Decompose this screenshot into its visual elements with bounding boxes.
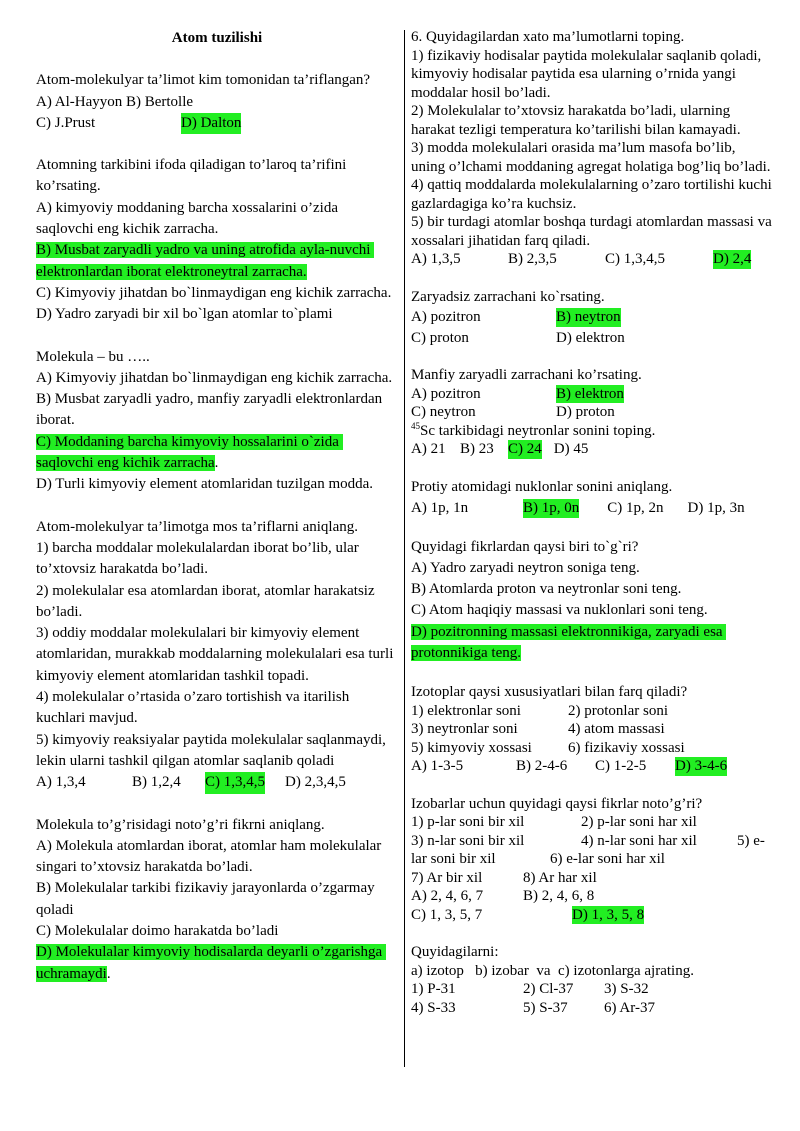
question-text: 6. Quyidagilardan xato ma’lumotlarni toping. <box>411 29 685 45</box>
answer-a: A) Yadro zaryadi neytron soniga teng. <box>411 559 640 576</box>
answer-a: A) pozitron <box>411 309 481 325</box>
answer-b: B) 2-4-6 <box>516 758 568 775</box>
question-text: Sc tarkibidagi neytronlar sonini toping. <box>420 422 656 439</box>
answer-d-correct: D) 1, 3, 5, 8 <box>572 906 645 923</box>
answer-a: A) 1-3-5 <box>411 758 464 775</box>
item-6: 6) Ar-37 <box>604 999 655 1016</box>
answer-d: D) proton <box>556 404 615 420</box>
item-4: 4) S-33 <box>411 999 456 1016</box>
question-text: Izobarlar uchun quyidagi qaysi fikrlar noto’g’ri? <box>411 795 703 812</box>
statement-2: 2) Molekulalar to’xtovsiz harakatda bo’ladi, ularning harakat tezligi temperatura ko’tarilishi bilan kamayadi. <box>411 103 741 138</box>
question-text: Quyidagi fikrlardan qaysi biri to`g`ri? <box>411 538 639 555</box>
statement-3: 3) n-lar soni bir xil <box>411 832 525 849</box>
answer-c: C) neytron <box>411 404 476 420</box>
answer-d-correct: D) 3-4-6 <box>675 758 728 775</box>
statement-1: 1) barcha moddalar molekulalardan iborat bo’lib, ular to’xtovsiz harakatda bo’ladi. <box>36 539 363 578</box>
answer-a: A) pozitron <box>411 385 481 402</box>
answer-b: B) Musbat zaryadli yadro, manfiy zaryadli elektronlardan iborat. <box>36 391 386 429</box>
statement-1: 1) p-lar soni bir xil <box>411 814 525 831</box>
answer-a: A) 2, 4, 6, 7 <box>411 888 484 905</box>
statement-6: 6) e-lar soni har xil <box>550 851 665 868</box>
answer-c-correct: C) Moddaning barcha kimyoviy hossalarini o`zida saqlovchi eng kichik zarracha <box>36 433 343 472</box>
answer-d-correct: D) Dalton <box>181 113 241 134</box>
answer-c: C) 1-2-5 <box>595 758 647 775</box>
answer-c: C) Molekulalar doimo harakatda bo’ladi <box>36 922 279 939</box>
question-text: Manfiy zaryadli zarrachani ko’rsating. <box>411 367 642 383</box>
question-text: Molekula – bu ….. <box>36 348 150 365</box>
answer-b: B) 1,2,4 <box>132 774 181 791</box>
answer-b-correct: B) neytron <box>556 309 621 325</box>
statement-4: 4) atom massasi <box>568 721 665 738</box>
question-text: Izotoplar qaysi xususiyatlari bilan farq qiladi? <box>411 684 688 701</box>
answer-d-correct: D) pozitronning massasi elektronnikiga, zaryadi esa protonnikiga teng. <box>411 623 727 661</box>
statement-4: 4) n-lar soni har xil <box>581 832 697 849</box>
answer-c: C) 1, 3, 5, 7 <box>411 906 483 923</box>
left-column <box>36 28 398 985</box>
statement-5: 5) kimyoviy xossasi <box>411 739 532 756</box>
right-column <box>411 28 776 1017</box>
isotope-mass-number: 45 <box>411 420 420 431</box>
answer-a: A) kimyoviy moddaning barcha xossalarini o’zida saqlovchi eng kichik zarracha. <box>36 199 342 238</box>
answer-b: B) Atomlarda proton va neytronlar soni teng. <box>411 581 682 598</box>
answer-d: D) Yadro zaryadi bir xil bo`lgan atomlar to`plami <box>36 306 333 323</box>
answer-b: B) 2, 4, 6, 8 <box>523 888 595 905</box>
answer-a: A) 1,3,5 <box>411 251 461 267</box>
question-text: Protiy atomidagi nuklonlar sonini aniqlang. <box>411 478 673 495</box>
question-text: Atom-molekulyar ta’limotga mos ta’riflarni aniqlang. <box>36 518 358 535</box>
question-12 <box>411 683 773 776</box>
statement-5: 5) bir turdagi atomlar boshqa turdagi atomlardan massasi va xossalari jihatidan farq qiladi. <box>411 214 776 249</box>
statement-5-start: 5) e- <box>737 832 765 849</box>
statement-5-end: lar soni bir xil <box>411 851 496 868</box>
item-2: 2) Cl-37 <box>523 981 574 998</box>
answer-c: C) Kimyoviy jihatdan bo`linmaydigan eng kichik zarracha. <box>36 284 392 301</box>
answer-a: A) 1,3,4 <box>36 774 86 791</box>
question-14 <box>411 943 773 1017</box>
answer-d: D) 1p, 3n <box>687 500 745 516</box>
question-2 <box>36 155 398 325</box>
question-4 <box>36 517 398 794</box>
answer-d-correct: D) Molekulalar kimyoviy hodisalarda deyarli o’zgarishga uchramaydi <box>36 944 386 982</box>
statement-1: 1) elektronlar soni <box>411 702 521 719</box>
answer-c: C) proton <box>411 329 469 346</box>
item-1: 1) P-31 <box>411 981 456 998</box>
statement-2: 2) molekulalar esa atomlardan iborat, atomlar harakatsiz bo’ladi. <box>36 582 379 620</box>
answer-b: B) Molekulalar tarkibi fizikaviy jarayonlarda o’zgarmay qoladi <box>36 880 379 918</box>
statement-4: 4) molekulalar o’rtasida o’zaro tortishish va itarilish kuchlari mavjud. <box>36 689 353 727</box>
statement-1: 1) fizikaviy hodisalar paytida molekulalar saqlanib qoladi, kimyoviy hodisalar paytida esa ularning o’rnida yangi moddalar hosil bo’ladi. <box>411 47 766 101</box>
question-6 <box>411 28 776 269</box>
question-5 <box>36 815 398 985</box>
question-text: Molekula to’g’risidagi noto’g’ri fikrni aniqlang. <box>36 816 325 833</box>
answer-c: C) 1p, 2n <box>607 500 664 516</box>
statement-3: 3) modda molekulalari orasida ma’lum masofa bo’lib, uning o’lchami moddaning agregat holatiga bog’liq bo’ladi. <box>411 140 771 175</box>
answer-a: A) Molekula atomlardan iborat, atomlar ham molekulalar singari to’xtovsiz harakatda bo’ladi. <box>36 837 386 876</box>
answer-c-correct: C) 1,3,4,5 <box>205 772 265 793</box>
question-text: Quyidagilarni: <box>411 944 499 961</box>
answer-a: A) Kimyoviy jihatdan bo`linmaydigan eng kichik zarracha. <box>36 369 393 386</box>
answer-b-correct: B) 1p, 0n <box>523 500 580 516</box>
question-11 <box>411 537 773 665</box>
answer-a: A) 21 <box>411 441 446 457</box>
answer-c: C) Atom haqiqiy massasi va nuklonlari soni teng. <box>411 602 708 619</box>
statement-5: 5) kimyoviy reaksiyalar paytida molekulalar saqlanmaydi, lekin ularni tashkil qilgan atomlar saqlanib qoladi <box>36 731 390 769</box>
question-text: Zaryadsiz zarrachani ko`rsating. <box>411 288 605 305</box>
answer-options-ab: A) Al-Hayyon B) Bertolle <box>36 93 194 110</box>
answer-b: B) 23 <box>460 441 494 457</box>
question-10 <box>411 478 773 518</box>
answer-d-period: . <box>106 965 111 982</box>
answer-d: D) 2,3,4,5 <box>285 774 346 791</box>
statement-2: 2) p-lar soni har xil <box>581 814 697 831</box>
answer-d: D) Turli kimyoviy element atomlaridan tuzilgan modda. <box>36 476 374 493</box>
answer-d: D) elektron <box>556 329 625 346</box>
answer-b: B) 2,3,5 <box>508 251 557 267</box>
answer-a: A) 1p, 1n <box>411 500 469 516</box>
question-13 <box>411 795 773 925</box>
answer-d-correct: D) 2,4 <box>713 251 752 267</box>
statement-6: 6) fizikaviy xossasi <box>568 739 685 756</box>
instruction-line: a) izotop b) izobar va c) izotonlarga ajrating. <box>411 962 694 979</box>
question-3 <box>36 347 398 496</box>
question-1 <box>36 70 398 134</box>
page-title: Atom tuzilishi <box>171 30 263 46</box>
statement-2: 2) protonlar soni <box>568 702 668 719</box>
statement-7: 7) Ar bir xil <box>411 869 483 886</box>
column-divider <box>404 30 405 1067</box>
answer-c: C) J.Prust <box>36 114 96 131</box>
question-text: Atom-molekulyar ta’limot kim tomonidan ta’riflangan? <box>36 72 371 89</box>
answer-b-correct: B) elektron <box>556 385 624 402</box>
answer-c: C) 1,3,4,5 <box>605 251 665 267</box>
statement-3: 3) oddiy moddalar molekulalari bir kimyoviy element atomlaridan, murakkab moddalarning molekulalari esa turli kimyoviy element atomlaridan tashkil topadi. <box>36 625 398 684</box>
statement-3: 3) neytronlar soni <box>411 721 518 738</box>
item-3: 3) S-32 <box>604 981 649 998</box>
answer-c-period: . <box>214 455 219 472</box>
question-7 <box>411 288 773 348</box>
question-text: Atomning tarkibini ifoda qiladigan to’laroq ta’rifini ko’rsating. <box>36 157 351 195</box>
question-8 <box>411 366 773 422</box>
question-9 <box>411 422 773 459</box>
answer-d: D) 45 <box>553 441 589 457</box>
statement-4: 4) qattiq moddalarda molekulalarning o’zaro tortilishi kuchi gazlardagiga ko’ra kuchsiz. <box>411 177 776 212</box>
answer-c-correct: C) 24 <box>508 441 542 457</box>
item-5: 5) S-37 <box>523 999 568 1016</box>
statement-8: 8) Ar har xil <box>523 869 597 886</box>
answer-b-correct: B) Musbat zaryadli yadro va uning atrofida ayla-nuvchi elektronlardan iborat elektroneytral zarracha. <box>36 242 375 280</box>
